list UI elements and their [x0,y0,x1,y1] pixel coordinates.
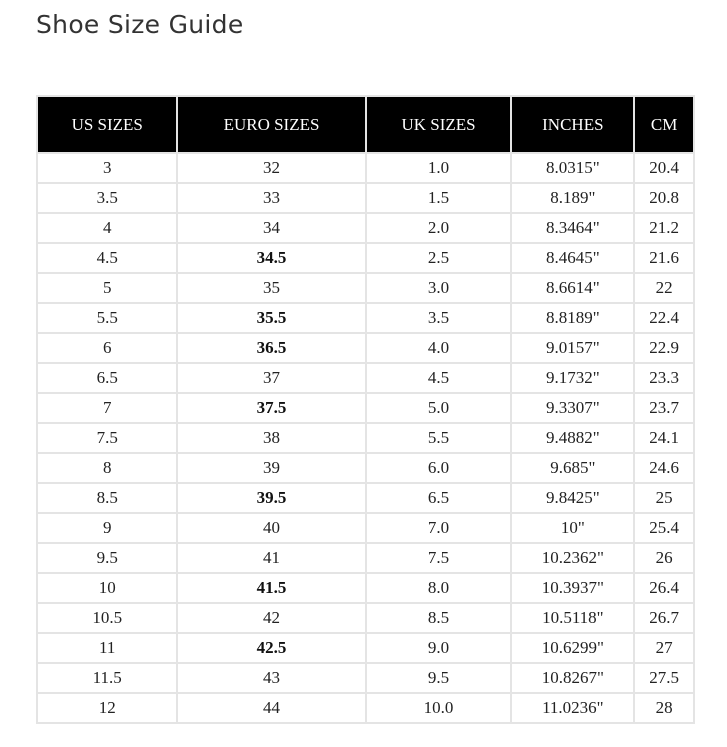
cell-us-size: 10 [38,574,176,602]
cell-us-size: 7 [38,394,176,422]
cell-cm: 23.7 [635,394,693,422]
table-row [38,304,693,332]
cell-euro-size: 39.5 [178,484,364,512]
column-header-euro-size: EURO SIZES [178,97,364,152]
column-header-uk-size: UK SIZES [367,97,511,152]
cell-uk-size: 5.5 [367,424,511,452]
table-row [38,154,693,182]
cell-us-size: 5.5 [38,304,176,332]
cell-us-size: 11.5 [38,664,176,692]
cell-inches: 9.685" [512,454,633,482]
cell-inches: 10.5118" [512,604,633,632]
cell-euro-size: 42.5 [178,634,364,662]
cell-us-size: 7.5 [38,424,176,452]
cell-us-size: 10.5 [38,604,176,632]
cell-cm: 25.4 [635,514,693,542]
cell-uk-size: 8.0 [367,574,511,602]
table-body [38,154,693,722]
cell-euro-size: 43 [178,664,364,692]
cell-cm: 22.4 [635,304,693,332]
cell-us-size: 8 [38,454,176,482]
table-header [38,97,693,152]
cell-euro-size: 34.5 [178,244,364,272]
table-row [38,274,693,302]
table-row [38,514,693,542]
table-row [38,394,693,422]
cell-inches: 10.3937" [512,574,633,602]
cell-us-size: 9.5 [38,544,176,572]
cell-inches: 10.6299" [512,634,633,662]
cell-cm: 24.6 [635,454,693,482]
cell-us-size: 12 [38,694,176,722]
cell-uk-size: 5.0 [367,394,511,422]
cell-cm: 22 [635,274,693,302]
cell-uk-size: 1.5 [367,184,511,212]
cell-euro-size: 33 [178,184,364,212]
cell-cm: 26.7 [635,604,693,632]
cell-inches: 8.0315" [512,154,633,182]
table-row [38,604,693,632]
table-row [38,574,693,602]
cell-us-size: 5 [38,274,176,302]
table-row [38,664,693,692]
cell-cm: 27 [635,634,693,662]
table-row [38,424,693,452]
cell-inches: 10" [512,514,633,542]
page-title: Shoe Size Guide [36,10,244,39]
table-row [38,634,693,662]
table-row [38,244,693,272]
cell-inches: 9.0157" [512,334,633,362]
cell-us-size: 6.5 [38,364,176,392]
cell-us-size: 3.5 [38,184,176,212]
table-row [38,484,693,512]
cell-euro-size: 32 [178,154,364,182]
cell-uk-size: 7.5 [367,544,511,572]
cell-euro-size: 35.5 [178,304,364,332]
cell-cm: 23.3 [635,364,693,392]
cell-inches: 8.8189" [512,304,633,332]
cell-euro-size: 37.5 [178,394,364,422]
cell-cm: 20.8 [635,184,693,212]
table-row [38,334,693,362]
cell-inches: 11.0236" [512,694,633,722]
cell-cm: 22.9 [635,334,693,362]
cell-uk-size: 6.5 [367,484,511,512]
cell-cm: 21.6 [635,244,693,272]
cell-cm: 28 [635,694,693,722]
cell-uk-size: 7.0 [367,514,511,542]
cell-euro-size: 41.5 [178,574,364,602]
cell-euro-size: 37 [178,364,364,392]
table-row [38,544,693,572]
cell-inches: 9.3307" [512,394,633,422]
cell-inches: 10.8267" [512,664,633,692]
cell-cm: 27.5 [635,664,693,692]
cell-euro-size: 42 [178,604,364,632]
cell-euro-size: 41 [178,544,364,572]
cell-euro-size: 35 [178,274,364,302]
cell-us-size: 4.5 [38,244,176,272]
cell-uk-size: 4.0 [367,334,511,362]
cell-inches: 8.3464" [512,214,633,242]
table-row [38,454,693,482]
cell-cm: 21.2 [635,214,693,242]
column-header-inches: INCHES [512,97,633,152]
cell-uk-size: 1.0 [367,154,511,182]
table-row [38,184,693,212]
cell-uk-size: 4.5 [367,364,511,392]
cell-euro-size: 39 [178,454,364,482]
cell-us-size: 6 [38,334,176,362]
cell-uk-size: 8.5 [367,604,511,632]
cell-uk-size: 10.0 [367,694,511,722]
cell-inches: 8.6614" [512,274,633,302]
column-header-us-size: US SIZES [38,97,176,152]
cell-inches: 8.4645" [512,244,633,272]
shoe-size-table [36,95,695,724]
cell-us-size: 8.5 [38,484,176,512]
cell-inches: 9.4882" [512,424,633,452]
cell-inches: 9.8425" [512,484,633,512]
cell-cm: 26 [635,544,693,572]
cell-inches: 8.189" [512,184,633,212]
cell-cm: 25 [635,484,693,512]
cell-cm: 26.4 [635,574,693,602]
cell-uk-size: 9.5 [367,664,511,692]
cell-inches: 9.1732" [512,364,633,392]
table-row [38,364,693,392]
cell-us-size: 3 [38,154,176,182]
cell-euro-size: 38 [178,424,364,452]
cell-euro-size: 34 [178,214,364,242]
cell-cm: 20.4 [635,154,693,182]
cell-uk-size: 3.0 [367,274,511,302]
cell-euro-size: 40 [178,514,364,542]
cell-uk-size: 9.0 [367,634,511,662]
cell-us-size: 11 [38,634,176,662]
cell-us-size: 4 [38,214,176,242]
cell-euro-size: 36.5 [178,334,364,362]
cell-uk-size: 3.5 [367,304,511,332]
cell-us-size: 9 [38,514,176,542]
cell-uk-size: 2.0 [367,214,511,242]
cell-inches: 10.2362" [512,544,633,572]
cell-uk-size: 2.5 [367,244,511,272]
column-header-cm: CM [635,97,693,152]
header-row [38,97,693,152]
cell-euro-size: 44 [178,694,364,722]
cell-cm: 24.1 [635,424,693,452]
table-row [38,214,693,242]
table-row [38,694,693,722]
cell-uk-size: 6.0 [367,454,511,482]
